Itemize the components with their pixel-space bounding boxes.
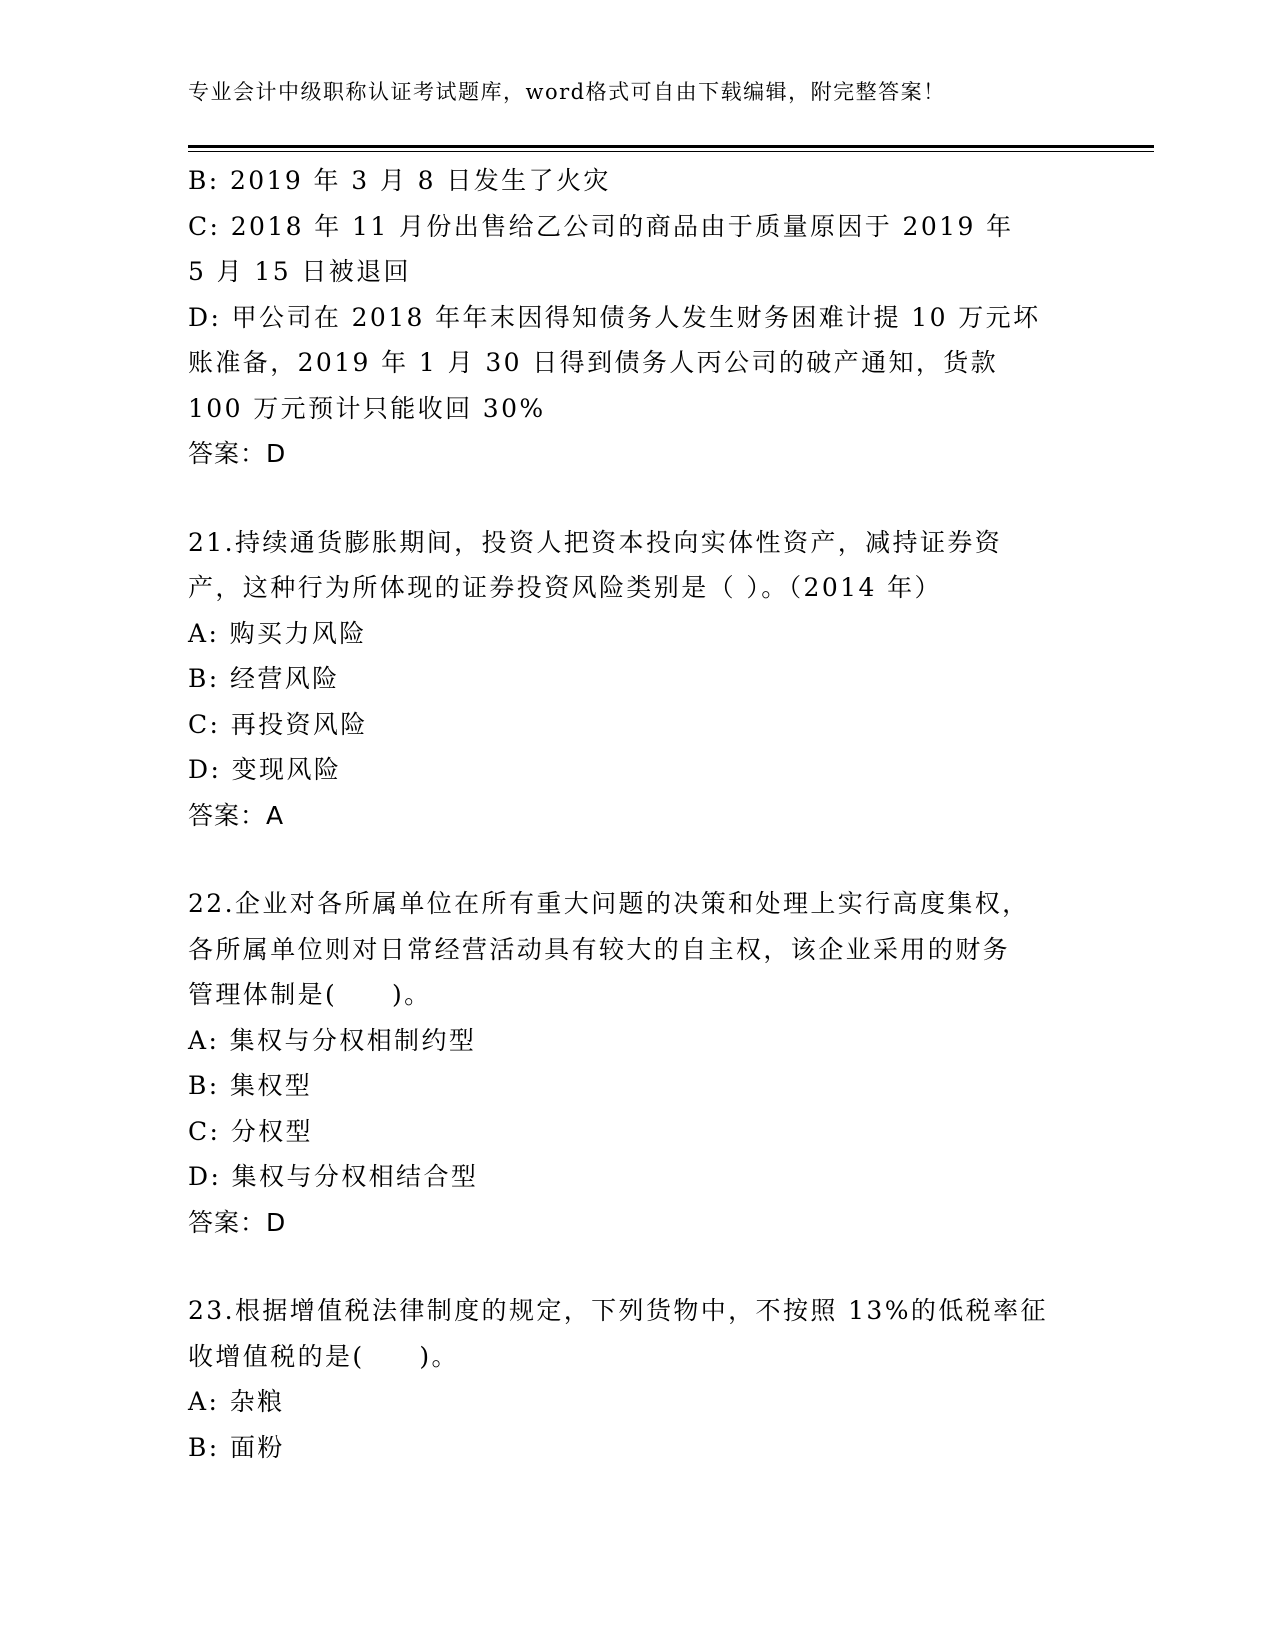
answer-label: 答案： xyxy=(188,800,267,830)
option-text: 面粉 xyxy=(229,1432,285,1462)
option-a xyxy=(188,1379,1088,1425)
answer-label: 答案： xyxy=(188,1207,267,1237)
option-b xyxy=(188,1063,1088,1109)
option-label: D: xyxy=(188,302,222,332)
answer-value: D xyxy=(266,439,287,468)
option-c xyxy=(188,1109,1088,1155)
option-c xyxy=(188,702,1088,748)
spacer xyxy=(188,477,1088,520)
option-text: 变现风险 xyxy=(231,755,342,784)
option-label: D: xyxy=(188,755,222,784)
option-b xyxy=(188,158,1088,204)
answer-line xyxy=(188,793,1088,839)
option-d xyxy=(188,1154,1088,1200)
option-text: 购买力风险 xyxy=(229,618,367,648)
option-text: 经营风险 xyxy=(229,664,340,693)
option-label: B: xyxy=(188,166,220,195)
exam-content xyxy=(188,158,1088,1470)
option-b xyxy=(188,656,1088,702)
answer-value: A xyxy=(266,800,285,830)
question-21 xyxy=(188,520,1088,839)
question-stem: 23.根据增值税法律制度的规定，下列货物中，不按照 13%的低税率征收增值税的是( )。 xyxy=(188,1296,1048,1371)
option-label: B: xyxy=(188,1071,220,1100)
option-label: A: xyxy=(188,618,220,648)
answer-value: D xyxy=(266,1207,287,1237)
spacer xyxy=(188,1245,1088,1288)
option-a xyxy=(188,611,1088,657)
option-label: B: xyxy=(188,1432,220,1462)
option-text: 集权与分权相制约型 xyxy=(229,1025,477,1055)
question-20-tail xyxy=(188,158,1088,477)
answer-label: 答案： xyxy=(188,439,267,468)
header-rule-thick xyxy=(188,145,1154,148)
question-stem: 21.持续通货膨胀期间，投资人把资本投向实体性资产，减持证券资产，这种行为所体现的证券投资风险类别是（ ）。（2014 年） xyxy=(188,527,1003,602)
answer-line xyxy=(188,1200,1088,1246)
option-label: A: xyxy=(188,1025,220,1055)
option-text: 杂粮 xyxy=(229,1387,285,1416)
question-stem: 22.企业对各所属单位在所有重大问题的决策和处理上实行高度集权，各所属单位则对日常经营活动具有较大的自主权，该企业采用的财务管理体制是( )。 xyxy=(188,889,1030,1009)
option-d xyxy=(188,747,1088,793)
option-label: C: xyxy=(188,211,221,241)
option-text: 再投资风险 xyxy=(230,709,368,739)
question-22 xyxy=(188,881,1088,1245)
option-text: 2018 年 11 月份出售给乙公司的商品由于质量原因于 2019 年 5 月 15 日被退回 xyxy=(188,211,1014,286)
question-23 xyxy=(188,1288,1088,1470)
option-label: C: xyxy=(188,1116,221,1146)
option-text: 分权型 xyxy=(230,1116,313,1146)
spacer xyxy=(188,838,1088,881)
header-rule-thin xyxy=(188,151,1154,152)
option-text: 2019 年 3 月 8 日发生了火灾 xyxy=(229,166,611,195)
option-label: B: xyxy=(188,664,220,693)
option-label: A: xyxy=(188,1387,220,1416)
option-text: 集权与分权相结合型 xyxy=(231,1162,479,1191)
option-text: 甲公司在 2018 年年末因得知债务人发生财务困难计提 10 万元坏账准备，2019 年 1 月 30 日得到债务人丙公司的破产通知，货款 100 万元预计只能收回 30% xyxy=(188,302,1041,423)
page-header: 专业会计中级职称认证考试题库，word格式可自由下载编辑，附完整答案！ xyxy=(188,80,946,104)
option-c xyxy=(188,204,1023,295)
option-b xyxy=(188,1425,1088,1471)
option-a xyxy=(188,1018,1088,1064)
option-label: C: xyxy=(188,709,221,739)
option-d xyxy=(188,295,1048,432)
answer-line xyxy=(188,431,1088,477)
option-label: D: xyxy=(188,1162,222,1191)
option-text: 集权型 xyxy=(229,1071,313,1100)
